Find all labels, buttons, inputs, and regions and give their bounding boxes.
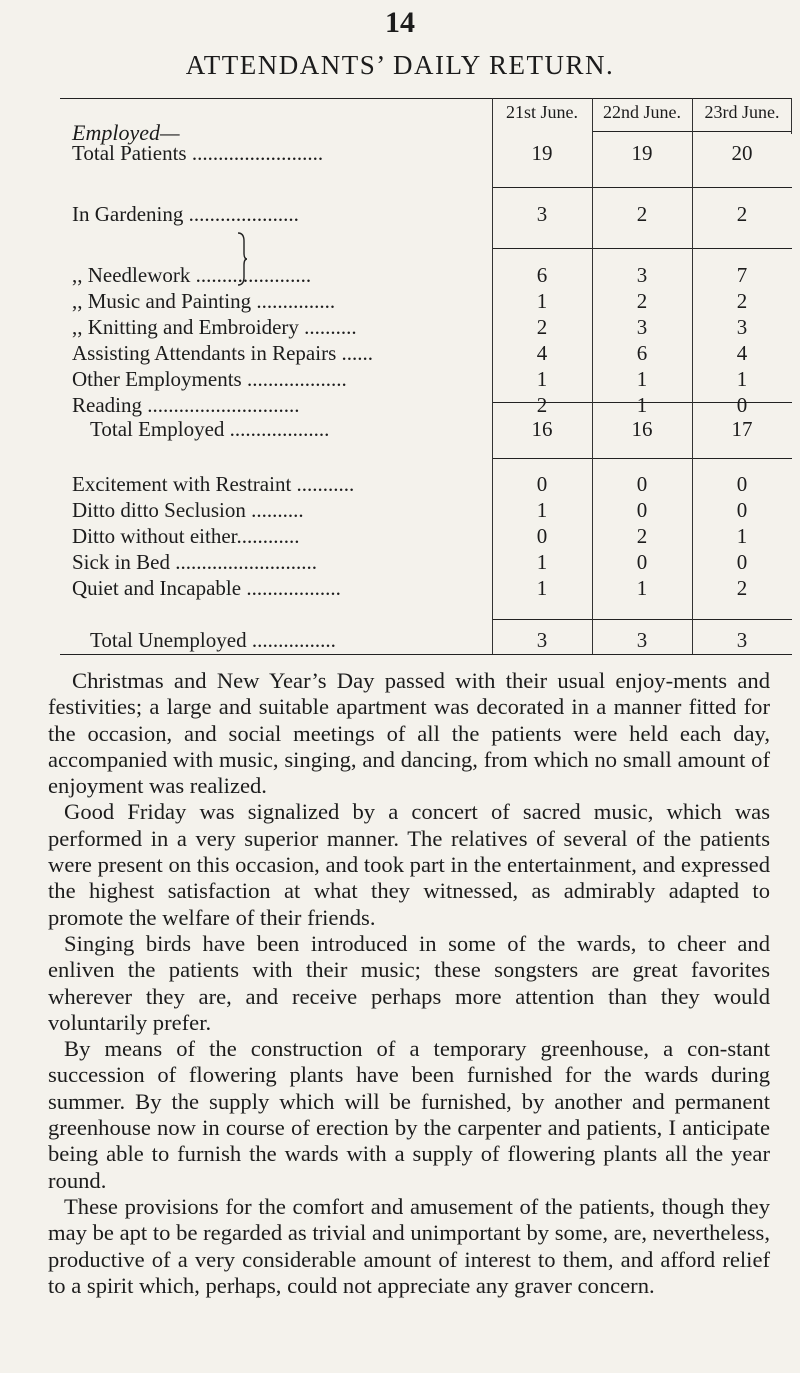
table-cell: 3 [736,315,748,339]
table-bottom-rule [60,654,792,655]
table-cell: 2 [736,202,748,226]
paragraph-greenhouse: By means of the construction of a temporary greenhouse, a con-stant succession of flowering plants have been furnished for the wards during summer. By the supply which will be furnished, by another and permanent greenhouse now in course of erection by the carpenter and patients, I anticipate being able to furnish the wards with a supply of flowering plants all the year round. [48,1036,770,1193]
table-cell: 2 [636,524,648,548]
table-cell: 0 [536,524,548,548]
page-number: 14 [385,6,415,39]
table-cell: 19 [531,141,553,165]
table-cell: 6 [636,341,648,365]
row-label: Total Unemployed ................ [90,628,336,652]
table-cell: 1 [636,367,648,391]
table-cell: 4 [536,341,548,365]
row-label: Total Employed ................... [90,417,330,441]
row-label: In Gardening ..................... [72,202,299,226]
table-cell: 0 [736,550,748,574]
table-cell: 1 [536,576,548,600]
table-cell: 20 [731,141,753,165]
table-cell: 0 [736,498,748,522]
table-cell: 3 [536,202,548,226]
table-cell: 2 [736,289,748,313]
table-cell: 6 [536,263,548,287]
table-cell: 3 [636,263,648,287]
table-cell: 0 [536,472,548,496]
row-label: Other Employments ................... [72,367,347,391]
table-cell: 2 [536,393,548,417]
row-label: Total Patients ......................... [72,141,324,165]
row-label: Quiet and Incapable .................. [72,576,341,600]
table-cell: 0 [636,472,648,496]
column-divider-right [791,98,792,134]
table-cell: 1 [636,393,648,417]
table-cell: 19 [631,141,653,165]
attendants-return-table [60,98,792,658]
rule-after-total-employed [492,458,792,459]
table-cell: 1 [736,524,748,548]
body-text [48,668,770,1299]
table-cell: 2 [636,202,648,226]
employed-heading: Employed— [72,120,180,145]
column-divider-3 [692,98,693,654]
row-label: ,, Knitting and Embroidery .......... [72,315,357,339]
column-header-21st-june: 21st June. [506,102,578,122]
paragraph-provisions: These provisions for the comfort and amusement of the patients, though they may be apt to be regarded as trivial and unimportant by some, are, nevertheless, productive of a very considerable amount of interest to them, and afford relief to a spirit which, perhaps, could not appreciate any graver concern. [48,1193,770,1298]
table-cell: 1 [736,367,748,391]
table-top-rule [60,98,792,99]
column-divider-1 [492,98,493,654]
table-cell: 1 [536,550,548,574]
column-header-22nd-june: 22nd June. [603,102,681,122]
rule-after-gardening [492,248,792,249]
table-cell: 4 [736,341,748,365]
table-cell: 2 [636,289,648,313]
table-cell: 2 [736,576,748,600]
row-label: Reading ............................. [72,393,300,417]
row-label: ,, Needlework ...................... [72,263,312,287]
table-cell: 2 [536,315,548,339]
rule-after-total-patients [492,187,792,188]
table-cell: 16 [531,417,553,441]
table-cell: 3 [636,628,648,652]
table-cell: 0 [636,550,648,574]
table-cell: 1 [536,289,548,313]
table-cell: 3 [736,628,748,652]
table-cell: 1 [536,498,548,522]
page-heading: ATTENDANTS’ DAILY RETURN. [185,50,615,80]
column-divider-2 [592,98,593,654]
row-label: Assisting Attendants in Repairs ...... [72,341,373,365]
table-cell: 7 [736,263,748,287]
row-label: Excitement with Restraint ........... [72,472,355,496]
table-cell: 0 [736,393,748,417]
table-cell: 1 [536,367,548,391]
row-label: ,, Music and Painting ............... [72,289,336,313]
table-cell: 0 [736,472,748,496]
table-cell: 3 [636,315,648,339]
table-cell: 17 [731,417,753,441]
paragraph-singing-birds: Singing birds have been introduced in some of the wards, to cheer and enliven the patients with their music; these songsters are great favorites wherever they are, and receive perhaps more attention than they would voluntarily prefer. [48,930,770,1035]
column-header-23rd-june: 23rd June. [704,102,780,122]
table-cell: 16 [631,417,653,441]
table-cell: 0 [636,498,648,522]
paragraph-christmas: Christmas and New Year’s Day passed with their usual enjoy-ments and festivities; a large and suitable apartment was decorated in a manner fitted for the occasion, and social meetings of all the patients were held each day, accompanied with music, singing, and dancing, from which no small amount of enjoyment was realized. [48,668,770,799]
table-cell: 3 [536,628,548,652]
table-cell: 1 [636,576,648,600]
row-label: Sick in Bed ........................... [72,550,317,574]
row-label: Ditto ditto Seclusion .......... [72,498,304,522]
row-label: Ditto without either............ [72,524,300,548]
paragraph-good-friday: Good Friday was signalized by a concert of sacred music, which was performed in a very superior manner. The relatives of several of the patients were present on this occasion, and took part in the entertainment, and expressed the highest satisfaction at what they witnessed, as admirably adapted to promote the welfare of their friends. [48,799,770,930]
rule-before-total-unemployed [492,619,792,620]
